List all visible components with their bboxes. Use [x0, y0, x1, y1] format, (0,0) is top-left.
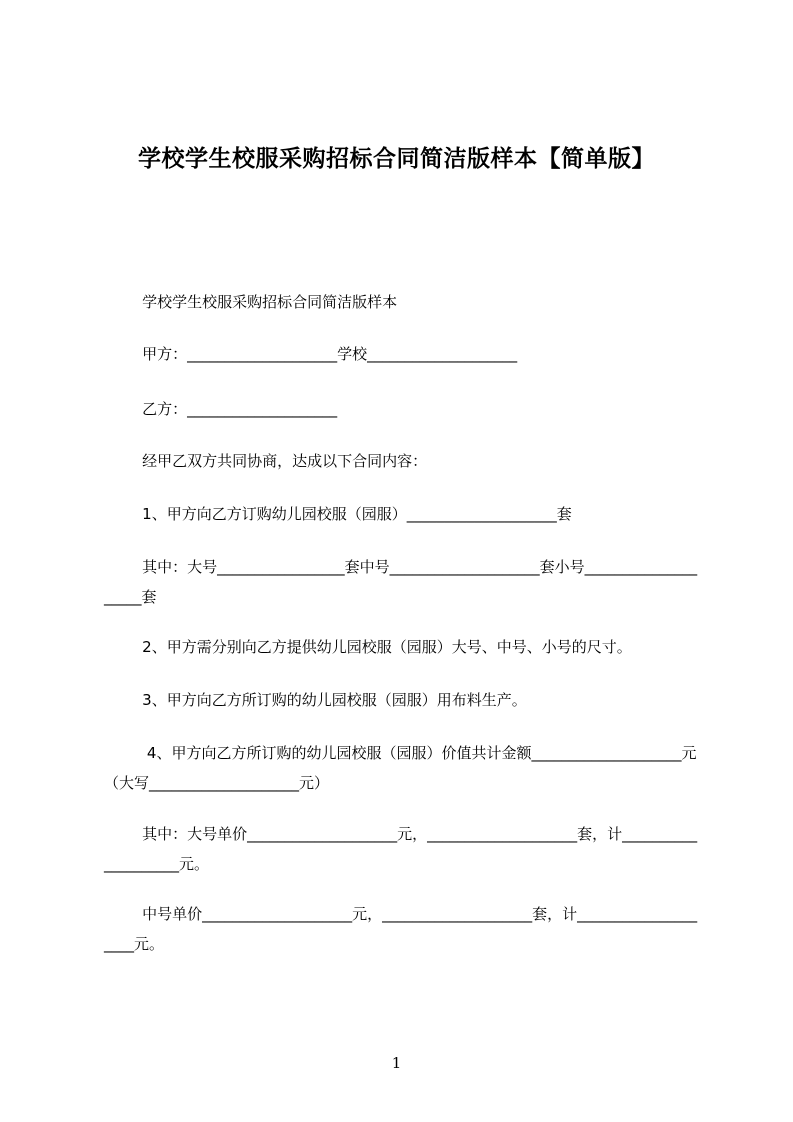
paragraph-clause-4: 4、甲方向乙方所订购的幼儿园校服（园服）价值共计金额____________________元（大写____________________元） — [104, 744, 697, 792]
paragraph-party-b: 乙方：____________________ — [104, 400, 338, 418]
paragraph-large-price: 其中：大号单价____________________元，____________________套，计____________________元。 — [104, 825, 698, 873]
document-title: 学校学生校服采购招标合同简洁版样本【简单版】 — [138, 146, 655, 172]
paragraph-sizes: 其中：大号_________________套中号____________________套小号____________________套 — [104, 558, 698, 606]
paragraph-intro: 经甲乙双方共同协商，达成以下合同内容： — [104, 452, 428, 470]
paragraph-clause-3: 3、甲方向乙方所订购的幼儿园校服（园服）用布料生产。 — [104, 691, 527, 709]
paragraph-subtitle: 学校学生校服采购招标合同简洁版样本 — [104, 293, 398, 311]
page-number: 1 — [391, 1054, 402, 1072]
paragraph-medium-price: 中号单价____________________元，____________________套，计____________________元。 — [104, 905, 698, 953]
paragraph-clause-2: 2、甲方需分别向乙方提供幼儿园校服（园服）大号、中号、小号的尺寸。 — [104, 638, 632, 656]
paragraph-clause-1: 1、甲方向乙方订购幼儿园校服（园服）____________________套 — [104, 505, 572, 523]
paragraph-party-a: 甲方：____________________学校____________________ — [104, 345, 518, 363]
